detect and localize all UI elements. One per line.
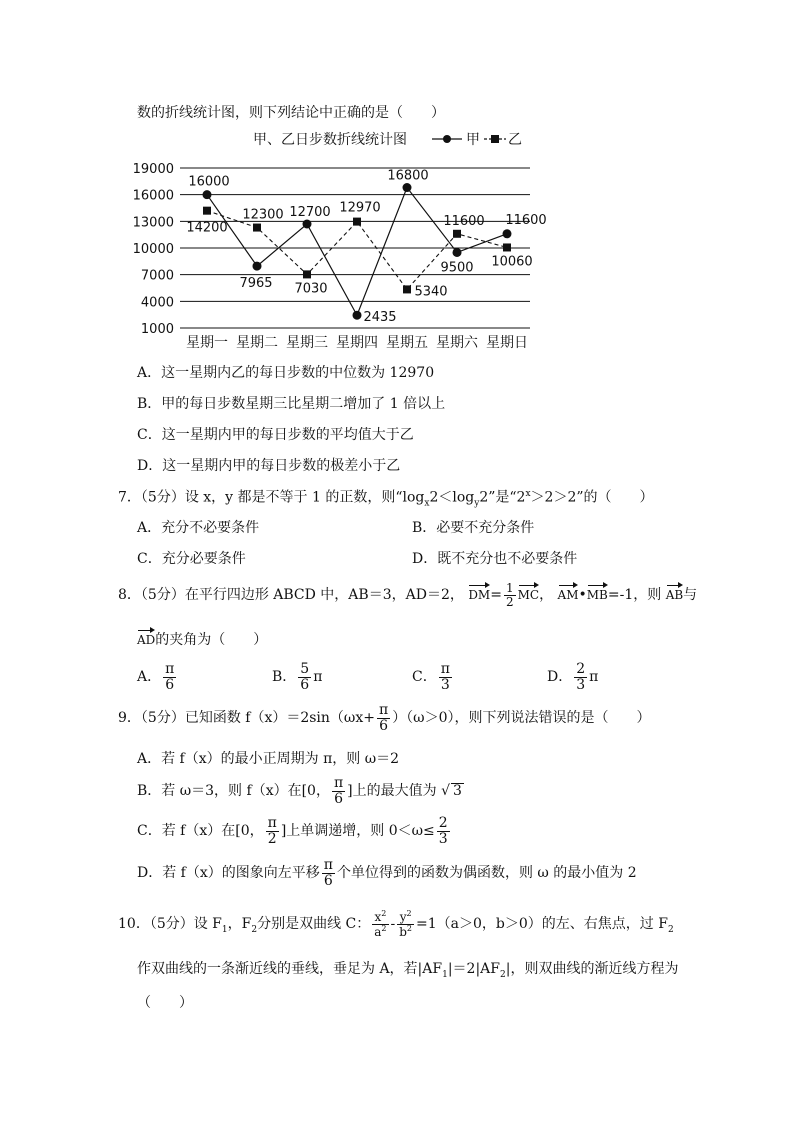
q8-stem-line2: AD的夹角为（ ） (137, 628, 267, 647)
legend-marker-yi (491, 135, 499, 143)
point-jia (253, 262, 262, 271)
q7-option-a: A．充分不必要条件 (137, 520, 260, 536)
y-tick-label: 19000 (132, 162, 174, 177)
q8-option-d: D． $\frac{2}{3}$ π (547, 661, 599, 693)
data-label-yi: 12970 (339, 200, 381, 216)
q7-stem: 7．（5分）设 x，y 都是不等于 1 的正数，则“$\log_x2<\log_y2$”是“$2^x>2>2$”的（ ） (118, 489, 654, 509)
vector-mc: MC (518, 583, 539, 602)
y-tick-label: 1000 (140, 322, 174, 337)
vector-ab: AB (666, 583, 683, 602)
point-yi (503, 243, 511, 251)
y-tick-label: 4000 (140, 295, 174, 311)
point-jia (403, 183, 412, 192)
q6-option-b: B．甲的每日步数星期三比星期二增加了 1 倍以上 (137, 396, 446, 412)
q10-stem-line3: （ ） (137, 995, 193, 1011)
data-label-jia: 2435 (363, 310, 397, 326)
point-jia (303, 220, 312, 229)
q9-option-a: A．若 f（x）的最小正周期为 π，则 ω＝2 (137, 751, 400, 767)
q9-option-b: B．若 ω＝3，则 f（x）在[0， $\frac{\pi}{6}$ ]上的最大值为 √ 3 (137, 775, 462, 807)
q9-option-c: C．若 f（x）在[0， $\frac{\pi}{2}$ ]上单调递增，则 0＜ω≤ $\frac{2}{3}$ (137, 815, 448, 847)
point-jia (453, 248, 462, 257)
point-yi (303, 270, 311, 278)
q9-stem: 9．（5分）已知函数 f（x）＝2sin（ωx+ $\frac{\pi}{6}$ ）（ω＞0），则下列说法错误的是（ ） (118, 702, 651, 734)
question-intro: 数的折线统计图，则下列结论中正确的是（ ） (137, 105, 445, 121)
data-label-jia: 16000 (188, 174, 230, 190)
x-tick-label: 星期六 (436, 335, 478, 351)
q6-option-a: A．这一星期内乙的每日步数的中位数为 12970 (137, 365, 435, 381)
y-tick-label: 13000 (132, 215, 174, 231)
point-jia (203, 190, 212, 199)
point-yi (353, 218, 361, 226)
data-label-yi: 11600 (443, 213, 485, 229)
q6-option-d: D．这一星期内甲的每日步数的极差小于乙 (137, 458, 401, 474)
fraction-half: $\frac{1}{2}$ (505, 581, 514, 609)
point-yi (453, 230, 461, 238)
point-jia (353, 311, 362, 320)
q8-stem: 8．（5分）在平行四边形 ABCD 中，AB＝3，AD＝2， DM= $\frac{1}{2}$ MC， AM•MB=-1，则 AB与 (118, 581, 698, 609)
q8-option-c: C． $\frac{\pi}{3}$ (412, 661, 450, 693)
data-label-yi: 5340 (414, 284, 448, 300)
point-yi (403, 285, 411, 293)
legend-label-jia: 甲 (466, 132, 480, 148)
x-tick-label: 星期三 (286, 335, 328, 351)
vector-ad: AD (137, 628, 155, 646)
data-label-jia: 7965 (239, 276, 273, 292)
x-tick-label: 星期二 (236, 335, 278, 351)
legend-label-yi: 乙 (508, 132, 522, 148)
point-yi (253, 224, 261, 232)
data-label-jia: 16800 (387, 168, 429, 184)
q8-option-a: A． $\frac{\pi}{6}$ (137, 661, 175, 693)
x-tick-label: 星期日 (486, 335, 528, 351)
y-tick-label: 16000 (132, 188, 174, 204)
y-tick-label: 10000 (132, 242, 174, 257)
vector-am: AM (558, 583, 579, 602)
data-label-jia: 9500 (440, 260, 474, 276)
data-label-yi: 12300 (242, 207, 284, 223)
q8-option-b: B． $\frac{5}{6}$ π (272, 661, 323, 693)
legend-marker-jia (443, 135, 451, 143)
data-label-jia: 12700 (289, 205, 331, 220)
x-tick-label: 星期五 (386, 335, 428, 351)
vector-dm: DM (468, 583, 490, 602)
vector-mb: MB (587, 583, 608, 602)
q10-stem-line2: 作双曲线的一条渐近线的垂线，垂足为 A，若$|AF_1|=2|AF_2|$，则双曲线的渐近线方程为 (137, 961, 679, 980)
data-label-yi: 7030 (294, 281, 328, 297)
data-label-yi: 10060 (491, 254, 533, 270)
q7-option-d: D．既不充分也不必要条件 (412, 551, 578, 567)
q7-option-b: B．必要不充分条件 (412, 520, 535, 536)
chart-title: 甲、乙日步数折线统计图 (253, 132, 407, 148)
x-tick-label: 星期一 (186, 335, 228, 351)
x-tick-label: 星期四 (336, 335, 378, 351)
data-label-yi: 14200 (186, 220, 228, 236)
q6-option-c: C．这一星期内甲的每日步数的平均值大于乙 (137, 427, 414, 443)
point-yi (203, 207, 211, 215)
q9-option-d: D．若 f（x）的图象向左平移 $\frac{\pi}{6}$ 个单位得到的函数为偶函数，则 ω 的最小值为 2 (137, 857, 637, 889)
q10-stem: 10．（5分）设 $F_1$，$F_2$分别是双曲线 C： $\frac{x^2}{a^2}$ - $\frac{y^2}{b^2}$ =1（a＞0，b＞0）的左、右焦点，过 $F_2$ (118, 909, 674, 939)
point-jia (503, 229, 512, 238)
y-tick-label: 7000 (140, 268, 174, 284)
q7-option-c: C．充分必要条件 (137, 551, 246, 567)
data-label-jia: 11600 (505, 212, 547, 228)
